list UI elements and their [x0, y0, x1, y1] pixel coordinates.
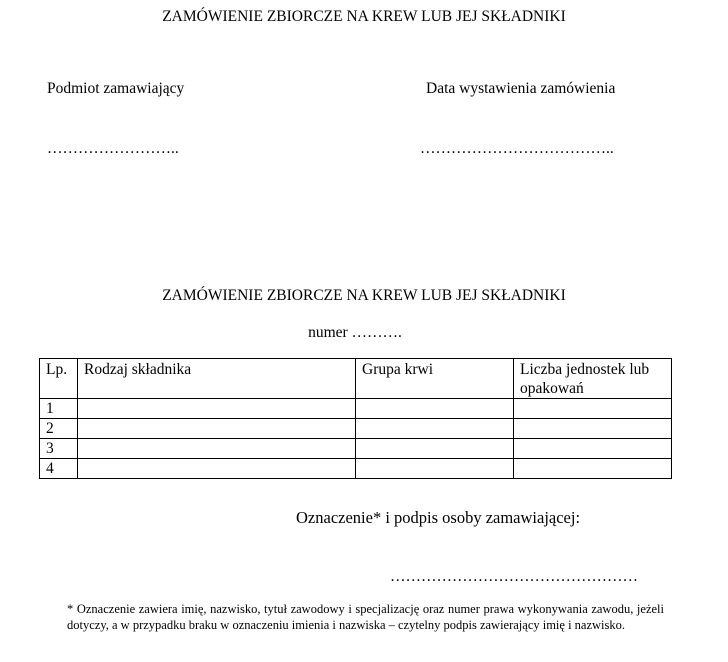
- table-row: [40, 399, 672, 419]
- order-title: ZAMÓWIENIE ZBIORCZE NA KREW LUB JEJ SKŁADNIKI: [162, 287, 566, 304]
- unit-count-cell[interactable]: [514, 459, 672, 479]
- issue-date-label: Data wystawienia zamówienia: [426, 80, 616, 97]
- component-type-cell[interactable]: [78, 399, 356, 419]
- signature-field[interactable]: …………………………………………: [390, 568, 638, 585]
- column-header-unit-count: Liczba jednostek lub opakowań: [514, 359, 672, 399]
- footnote: * Oznaczenie zawiera imię, nazwisko, tytuł zawodowy i specjalizację oraz numer prawa wykonywania zawodu, jeżeli dotyczy, a w przypadku braku w oznaczeniu imienia i nazwiska – czytelny podpis zawierający imię i nazwisko.: [67, 602, 664, 632]
- order-table: [39, 358, 672, 479]
- column-header-lp: Lp.: [40, 359, 78, 399]
- blood-group-cell[interactable]: [356, 459, 514, 479]
- blood-group-cell[interactable]: [356, 419, 514, 439]
- component-type-cell[interactable]: [78, 439, 356, 459]
- order-number-label: numer ……….: [308, 324, 402, 341]
- row-number: 3: [40, 439, 78, 459]
- table-row: [40, 419, 672, 439]
- unit-count-cell[interactable]: [514, 439, 672, 459]
- unit-count-cell[interactable]: [514, 399, 672, 419]
- blood-group-cell[interactable]: [356, 399, 514, 419]
- blood-group-cell[interactable]: [356, 439, 514, 459]
- column-header-blood-group: Grupa krwi: [356, 359, 514, 399]
- row-number: 2: [40, 419, 78, 439]
- component-type-cell[interactable]: [78, 419, 356, 439]
- table-row: [40, 459, 672, 479]
- ordering-entity-label: Podmiot zamawiający: [47, 80, 185, 97]
- signature-label: Oznaczenie* i podpis osoby zamawiającej:: [296, 508, 581, 527]
- row-number: 4: [40, 459, 78, 479]
- ordering-entity-field[interactable]: ……………………..: [47, 140, 179, 157]
- component-type-cell[interactable]: [78, 459, 356, 479]
- table-row: [40, 439, 672, 459]
- table-header-row: [40, 359, 672, 399]
- issue-date-field[interactable]: ………………………………..: [420, 140, 614, 157]
- row-number: 1: [40, 399, 78, 419]
- unit-count-cell[interactable]: [514, 419, 672, 439]
- column-header-component-type: Rodzaj składnika: [78, 359, 356, 399]
- document-title: ZAMÓWIENIE ZBIORCZE NA KREW LUB JEJ SKŁADNIKI: [162, 8, 566, 25]
